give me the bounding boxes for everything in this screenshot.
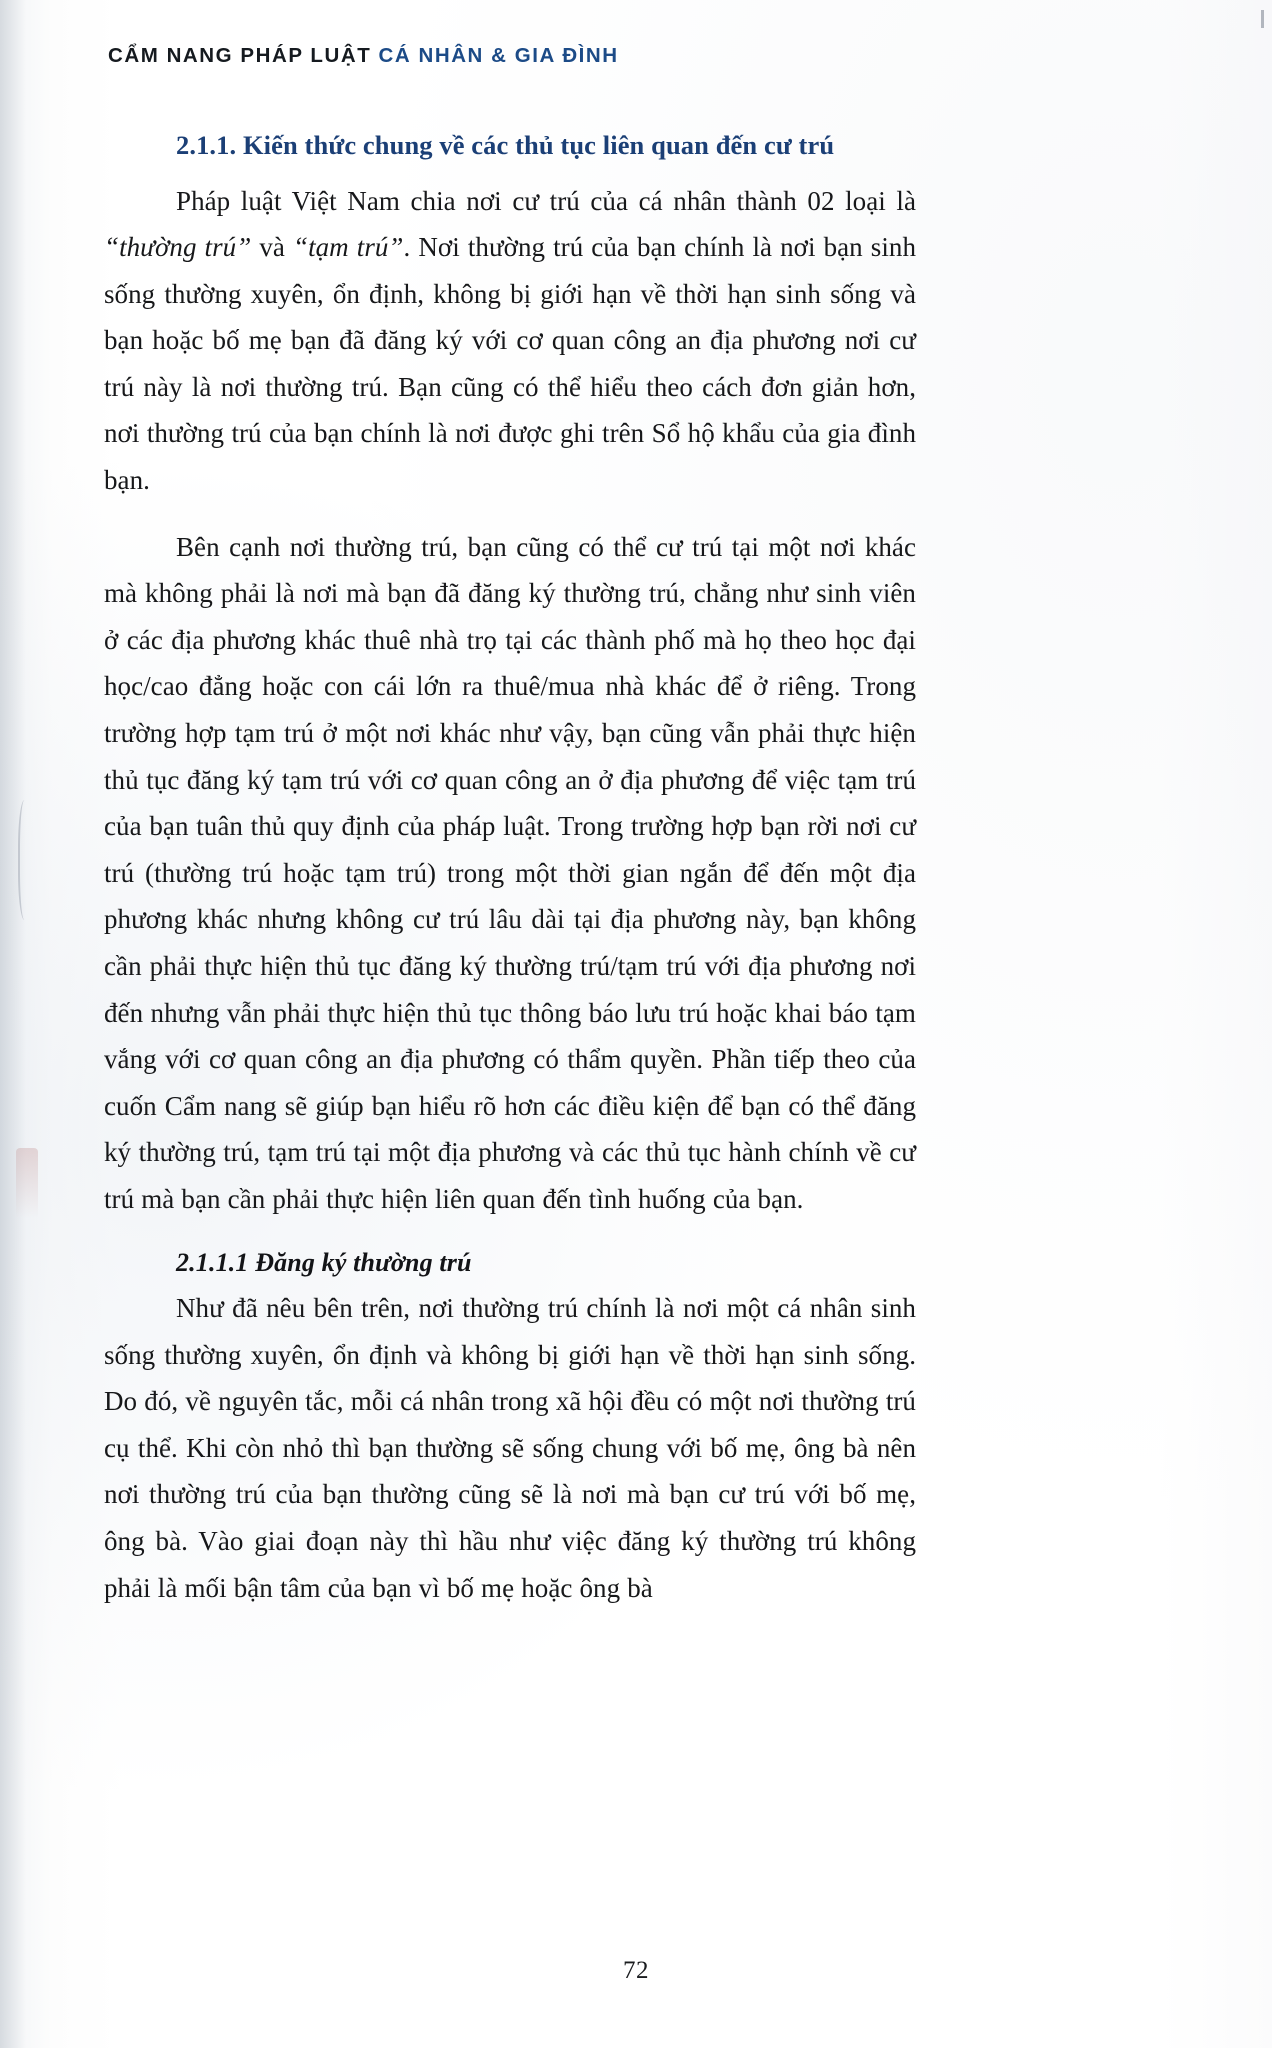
- running-header-title-primary: CẨM NANG PHÁP LUẬT: [108, 44, 372, 67]
- paragraph-1-rest: . Nơi thường trú của bạn chính là nơi bạn sinh sống thường xuyên, ổn định, không bị giới hạn về thời hạn sinh sống và bạn hoặc bố mẹ bạn đã đăng ký với cơ quan công an địa phương nơi cư trú này là nơi thường trú. Bạn cũng có thể hiểu theo cách đơn giản hơn, nơi thường trú của bạn chính là nơi được ghi trên Sổ hộ khẩu của gia đình bạn.: [104, 232, 916, 496]
- paragraph-1-lead: Pháp luật Việt Nam chia nơi cư trú của cá nhân thành 02 loại là: [176, 185, 916, 216]
- scan-binding-shadow: [0, 0, 26, 2048]
- scan-artifact-left-upper: [18, 800, 34, 920]
- section-heading: 2.1.1. Kiến thức chung về các thủ tục liên quan đến cư trú: [176, 130, 835, 160]
- running-header-title-secondary: CÁ NHÂN & GIA ĐÌNH: [378, 44, 619, 67]
- running-header: [108, 44, 1168, 69]
- paragraph-1-conjunction: và: [251, 232, 293, 263]
- term-tam-tru: “tạm trú”: [293, 232, 404, 263]
- paragraph-permanent-residence-explained: Như đã nêu bên trên, nơi thường trú chính là nơi một cá nhân sinh sống thường xuyên, ổn định và không bị giới hạn về thời hạn sinh sống. Do đó, về nguyên tắc, mỗi cá nhân trong xã hội đều có một nơi thường trú cụ thể. Khi còn nhỏ thì bạn thường sẽ sống chung với bố mẹ, ông bà nên nơi thường trú của bạn thường cũng sẽ là nơi mà bạn cư trú với bố mẹ, ông bà. Vào giai đoạn này thì hầu như việc đăng ký thường trú không phải là mối bận tâm của bạn vì bố mẹ hoặc ông bà: [104, 1292, 916, 1603]
- page-content: [104, 128, 916, 1611]
- scan-artifact-top-right: [1261, 10, 1264, 28]
- paragraph-temporary-residence: Bên cạnh nơi thường trú, bạn cũng có thể cư trú tại một nơi khác mà không phải là nơi mà bạn đã đăng ký thường trú, chẳng như sinh viên ở các địa phương khác thuê nhà trọ tại các thành phố mà họ theo học đại học/cao đẳng hoặc con cái lớn ra thuê/mua nhà khác để ở riêng. Trong trường hợp tạm trú ở một nơi khác như vậy, bạn cũng vẫn phải thực hiện thủ tục đăng ký tạm trú với cơ quan công an ở địa phương để việc tạm trú của bạn tuân thủ quy định của pháp luật. Trong trường hợp bạn rời nơi cư trú (thường trú hoặc tạm trú) trong một thời gian ngắn để đến một địa phương khác nhưng không cư trú lâu dài tại địa phương này, bạn không cần phải thực hiện thủ tục đăng ký thường trú/tạm trú với địa phương nơi đến nhưng vẫn phải thực hiện thủ tục thông báo lưu trú hoặc khai báo tạm vắng với cơ quan công an địa phương có thẩm quyền. Phần tiếp theo của cuốn Cẩm nang sẽ giúp bạn hiểu rõ hơn các điều kiện để bạn có thể đăng ký thường trú, tạm trú tại một địa phương và các thủ tục hành chính về cư trú mà bạn cần phải thực hiện liên quan đến tình huống của bạn.: [104, 531, 916, 1214]
- scan-artifact-left-lower: [16, 1148, 38, 1218]
- page-number: 72: [623, 1957, 649, 1984]
- sub-heading-permanent-registration: 2.1.1.1 Đăng ký thường trú: [176, 1247, 472, 1277]
- paragraph-intro-residence-types: [104, 178, 916, 504]
- term-thuong-tru: “thường trú”: [104, 232, 252, 263]
